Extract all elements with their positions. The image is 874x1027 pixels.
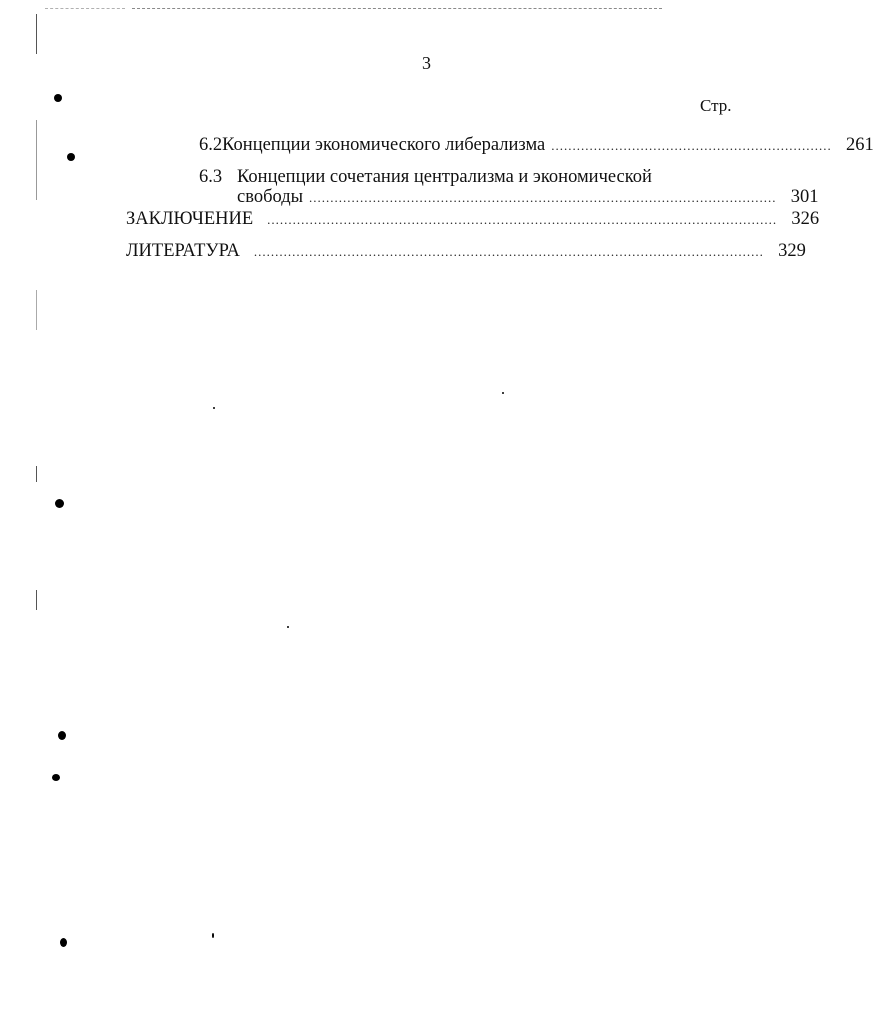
toc-leader-dots: ........................................................................................................................ <box>267 212 778 227</box>
toc-entry-number: 6.2 <box>199 135 223 155</box>
toc-entry-page: 326 <box>791 209 820 229</box>
scan-speck <box>55 499 64 508</box>
toc-entry-title: Концепции сочетания централизма и экономической <box>237 167 652 187</box>
scan-speck <box>60 938 67 947</box>
scan-speck <box>502 392 504 394</box>
toc-entry <box>126 208 820 231</box>
scan-speck <box>213 407 215 409</box>
scan-top-edge-left <box>45 8 125 9</box>
scan-speck <box>212 933 214 938</box>
toc-leader-dots: .................................................................. <box>551 138 832 153</box>
toc-leader-dots: ........................................................................................................................ <box>253 244 764 259</box>
page-number: 3 <box>422 53 431 73</box>
scan-margin-line <box>36 290 37 330</box>
scan-top-edge <box>132 8 662 9</box>
scan-margin-line <box>36 14 37 54</box>
toc-entry-continuation <box>237 186 819 209</box>
toc-entry <box>126 240 806 263</box>
toc-entry <box>199 134 874 157</box>
toc-leader-dots: .............................................................................................................. <box>309 190 777 205</box>
toc-entry-page: 301 <box>790 187 819 207</box>
scan-margin-line <box>36 590 37 610</box>
toc-entry-page: 329 <box>778 241 806 261</box>
scan-speck <box>67 153 75 161</box>
toc-entry-number: 6.3 <box>199 167 223 187</box>
scan-speck <box>287 626 289 628</box>
toc-entry-title: ЗАКЛЮЧЕНИЕ <box>126 209 254 229</box>
toc-entry-title-continued: свободы <box>237 187 304 207</box>
scan-margin-line <box>36 120 37 200</box>
scan-speck <box>58 731 66 740</box>
page-column-header: Стр. <box>700 96 732 115</box>
toc-entry-title: ЛИТЕРАТУРА <box>126 241 240 261</box>
scan-speck <box>52 774 60 781</box>
toc-entry-page: 261 <box>846 135 874 155</box>
toc-entry-title: Концепции экономического либерализма <box>222 135 546 155</box>
scan-margin-line <box>36 466 37 482</box>
scan-speck <box>54 94 62 102</box>
toc-entry <box>199 166 735 188</box>
